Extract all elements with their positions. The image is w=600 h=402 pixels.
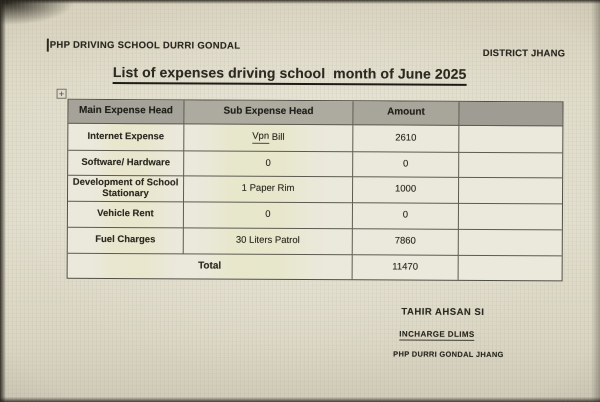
- total-label-cell: Total: [68, 254, 353, 279]
- table-cell-main: Vehicle Rent: [68, 202, 184, 229]
- table-cell-sub: 1 Paper Rim: [184, 176, 353, 203]
- table-cell-empty: [459, 256, 562, 281]
- table-cell-amount: 2610: [353, 125, 459, 153]
- table-cell-sub: 0: [184, 151, 353, 177]
- table-cell-amount: 7860: [353, 229, 459, 256]
- table-cell-empty: [459, 153, 562, 179]
- column-header-main-expense: Main Expense Head: [68, 100, 184, 125]
- signature-designation: INCHARGE DLIMS: [399, 329, 475, 339]
- table-cell-main: Software/ Hardware: [68, 151, 184, 177]
- signature-name: TAHIR AHSAN SI: [401, 306, 485, 318]
- column-header-amount: Amount: [353, 101, 459, 126]
- org-name: PHP DRIVING SCHOOL DURRI GONDAL: [49, 39, 241, 52]
- total-amount-cell: 11470: [353, 255, 459, 280]
- page-title: List of expenses driving school month of June 2025: [113, 64, 467, 85]
- table-move-handle-icon: +: [57, 89, 67, 99]
- expense-table: [67, 99, 564, 282]
- misspelled-word: Vpn: [252, 130, 270, 142]
- sub-rest: Bill: [269, 131, 285, 143]
- table-cell-amount: 1000: [353, 177, 459, 204]
- table-cell-amount: 0: [353, 203, 459, 230]
- table-cell-empty: [459, 230, 562, 257]
- table-cell-empty: [459, 178, 562, 205]
- district-label: DISTRICT JHANG: [482, 47, 566, 60]
- page-title-wrap: [90, 64, 490, 86]
- text-cursor: [47, 39, 49, 52]
- signature-office: PHP DURRI GONDAL JHANG: [393, 349, 504, 360]
- table-cell-empty: [459, 204, 562, 231]
- table-cell-amount: 0: [353, 152, 459, 178]
- column-header-empty: [459, 102, 562, 127]
- column-header-sub-expense: Sub Expense Head: [184, 100, 353, 125]
- table-cell-empty: [459, 126, 562, 154]
- table-cell-sub: 0: [184, 202, 353, 229]
- table-cell-main: Internet Expense: [68, 124, 184, 152]
- table-cell-sub: [184, 124, 353, 152]
- table-cell-main: Fuel Charges: [68, 228, 184, 255]
- table-cell-main: Development of School Stationary: [68, 176, 184, 203]
- table-cell-sub: 30 Liters Patrol: [184, 228, 353, 255]
